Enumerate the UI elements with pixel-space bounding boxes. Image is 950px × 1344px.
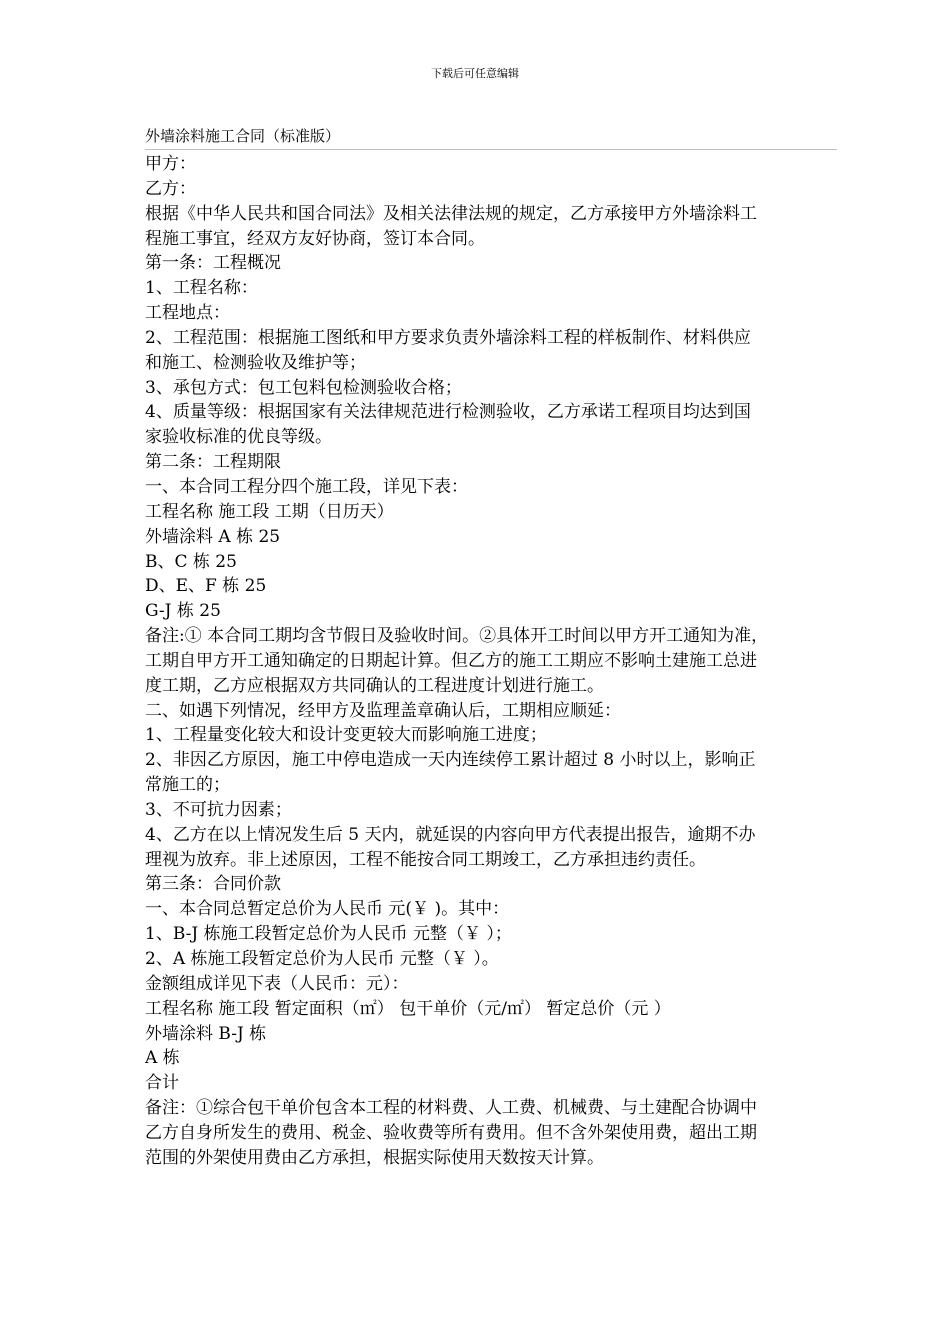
text-line: 备注：①综合包干单价包含本工程的材料费、人工费、机械费、与土建配合协调中 (145, 1098, 757, 1119)
section-heading: 第二条：工程期限 (145, 452, 281, 473)
text-line: 3、不可抗力因素； (145, 799, 292, 820)
text-line: 程施工事宜，经双方友好协商，签订本合同。 (145, 228, 485, 249)
contract-body (145, 152, 835, 1171)
section-heading: 第三条：合同价款 (145, 874, 281, 895)
table-header-line: 工程名称 施工段 暂定面积（㎡） 包干单价（元/㎡） 暂定总价（元 ） (145, 998, 671, 1019)
text-line: 3、承包方式：包工包料包检测验收合格； (145, 377, 462, 398)
text-line: 4、质量等级：根据国家有关法律规范进行检测验收，乙方承诺工程项目均达到国 (145, 402, 751, 423)
table-row-line: 外墙涂料 A 栋 25 (145, 526, 281, 547)
text-line: 1、工程量变化较大和设计变更较大而影响施工进度； (145, 725, 547, 746)
table-row-line: A 栋 (145, 1048, 180, 1069)
text-line: 乙方自身所发生的费用、税金、验收费等所有费用。但不含外架使用费，超出工期 (145, 1122, 757, 1143)
table-row-line: 合计 (145, 1073, 179, 1094)
text-line: 工期自甲方开工通知确定的日期起计算。但乙方的施工工期应不影响土建施工总进 (145, 650, 757, 671)
text-line: 一、本合同总暂定总价为人民币 元(￥ )。其中： (145, 899, 510, 920)
text-line: 2、非因乙方原因，施工中停电造成一天内连续停工累计超过 8 小时以上，影响正 (145, 750, 756, 771)
text-line: 理视为放弃。非上述原因，工程不能按合同工期竣工，乙方承担违约责任。 (145, 849, 706, 870)
table-row-line: 外墙涂料 B-J 栋 (145, 1023, 267, 1044)
text-line: 工程地点： (145, 303, 230, 324)
text-line: 2、A 栋施工段暂定总价为人民币 元整（￥ ）。 (145, 949, 499, 969)
text-line: 2、工程范围：根据施工图纸和甲方要求负责外墙涂料工程的样板制作、材料供应 (145, 327, 751, 348)
table-row-line: G-J 栋 25 (145, 601, 221, 622)
table-row-line: D、E、F 栋 25 (145, 576, 267, 597)
section-heading: 第一条：工程概况 (145, 253, 281, 274)
text-line: 1、工程名称： (145, 278, 258, 299)
table-row-line: B、C 栋 25 (145, 551, 237, 572)
text-line: 根据《中华人民共和国合同法》及相关法律法规的规定，乙方承接甲方外墙涂料工 (145, 203, 757, 224)
header-note: 下载后可任意编辑 (431, 67, 519, 80)
table-header-line: 工程名称 施工段 工期（日历天） (145, 501, 394, 522)
text-line: 4、乙方在以上情况发生后 5 天内，就延误的内容向甲方代表提出报告，逾期不办 (145, 824, 756, 845)
title-divider (145, 149, 837, 150)
text-line: 二、如遇下列情况，经甲方及监理盖章确认后，工期相应顺延： (145, 700, 621, 721)
text-line: 一、本合同工程分四个施工段，详见下表： (145, 476, 468, 497)
text-line: 金额组成详见下表（人民币：元）： (145, 973, 409, 994)
document-title: 外墙涂料施工合同（标准版） (145, 127, 341, 145)
text-line: 1、B-J 栋施工段暂定总价为人民币 元整（￥ ）； (145, 924, 512, 945)
text-line: 范围的外架使用费由乙方承担，根据实际使用天数按天计算。 (145, 1147, 604, 1168)
text-line: 和施工、检测验收及维护等； (145, 352, 366, 373)
text-line: 乙方： (145, 178, 196, 199)
text-line: 度工期，乙方应根据双方共同确认的工程进度计划进行施工。 (145, 675, 604, 696)
text-line: 常施工的； (145, 775, 230, 796)
text-line: 家验收标准的优良等级。 (145, 427, 332, 448)
text-line: 甲方： (145, 154, 196, 174)
text-line: 备注:① 本合同工期均含节假日及验收时间。②具体开工时间以甲方开工通知为准， (145, 626, 769, 647)
